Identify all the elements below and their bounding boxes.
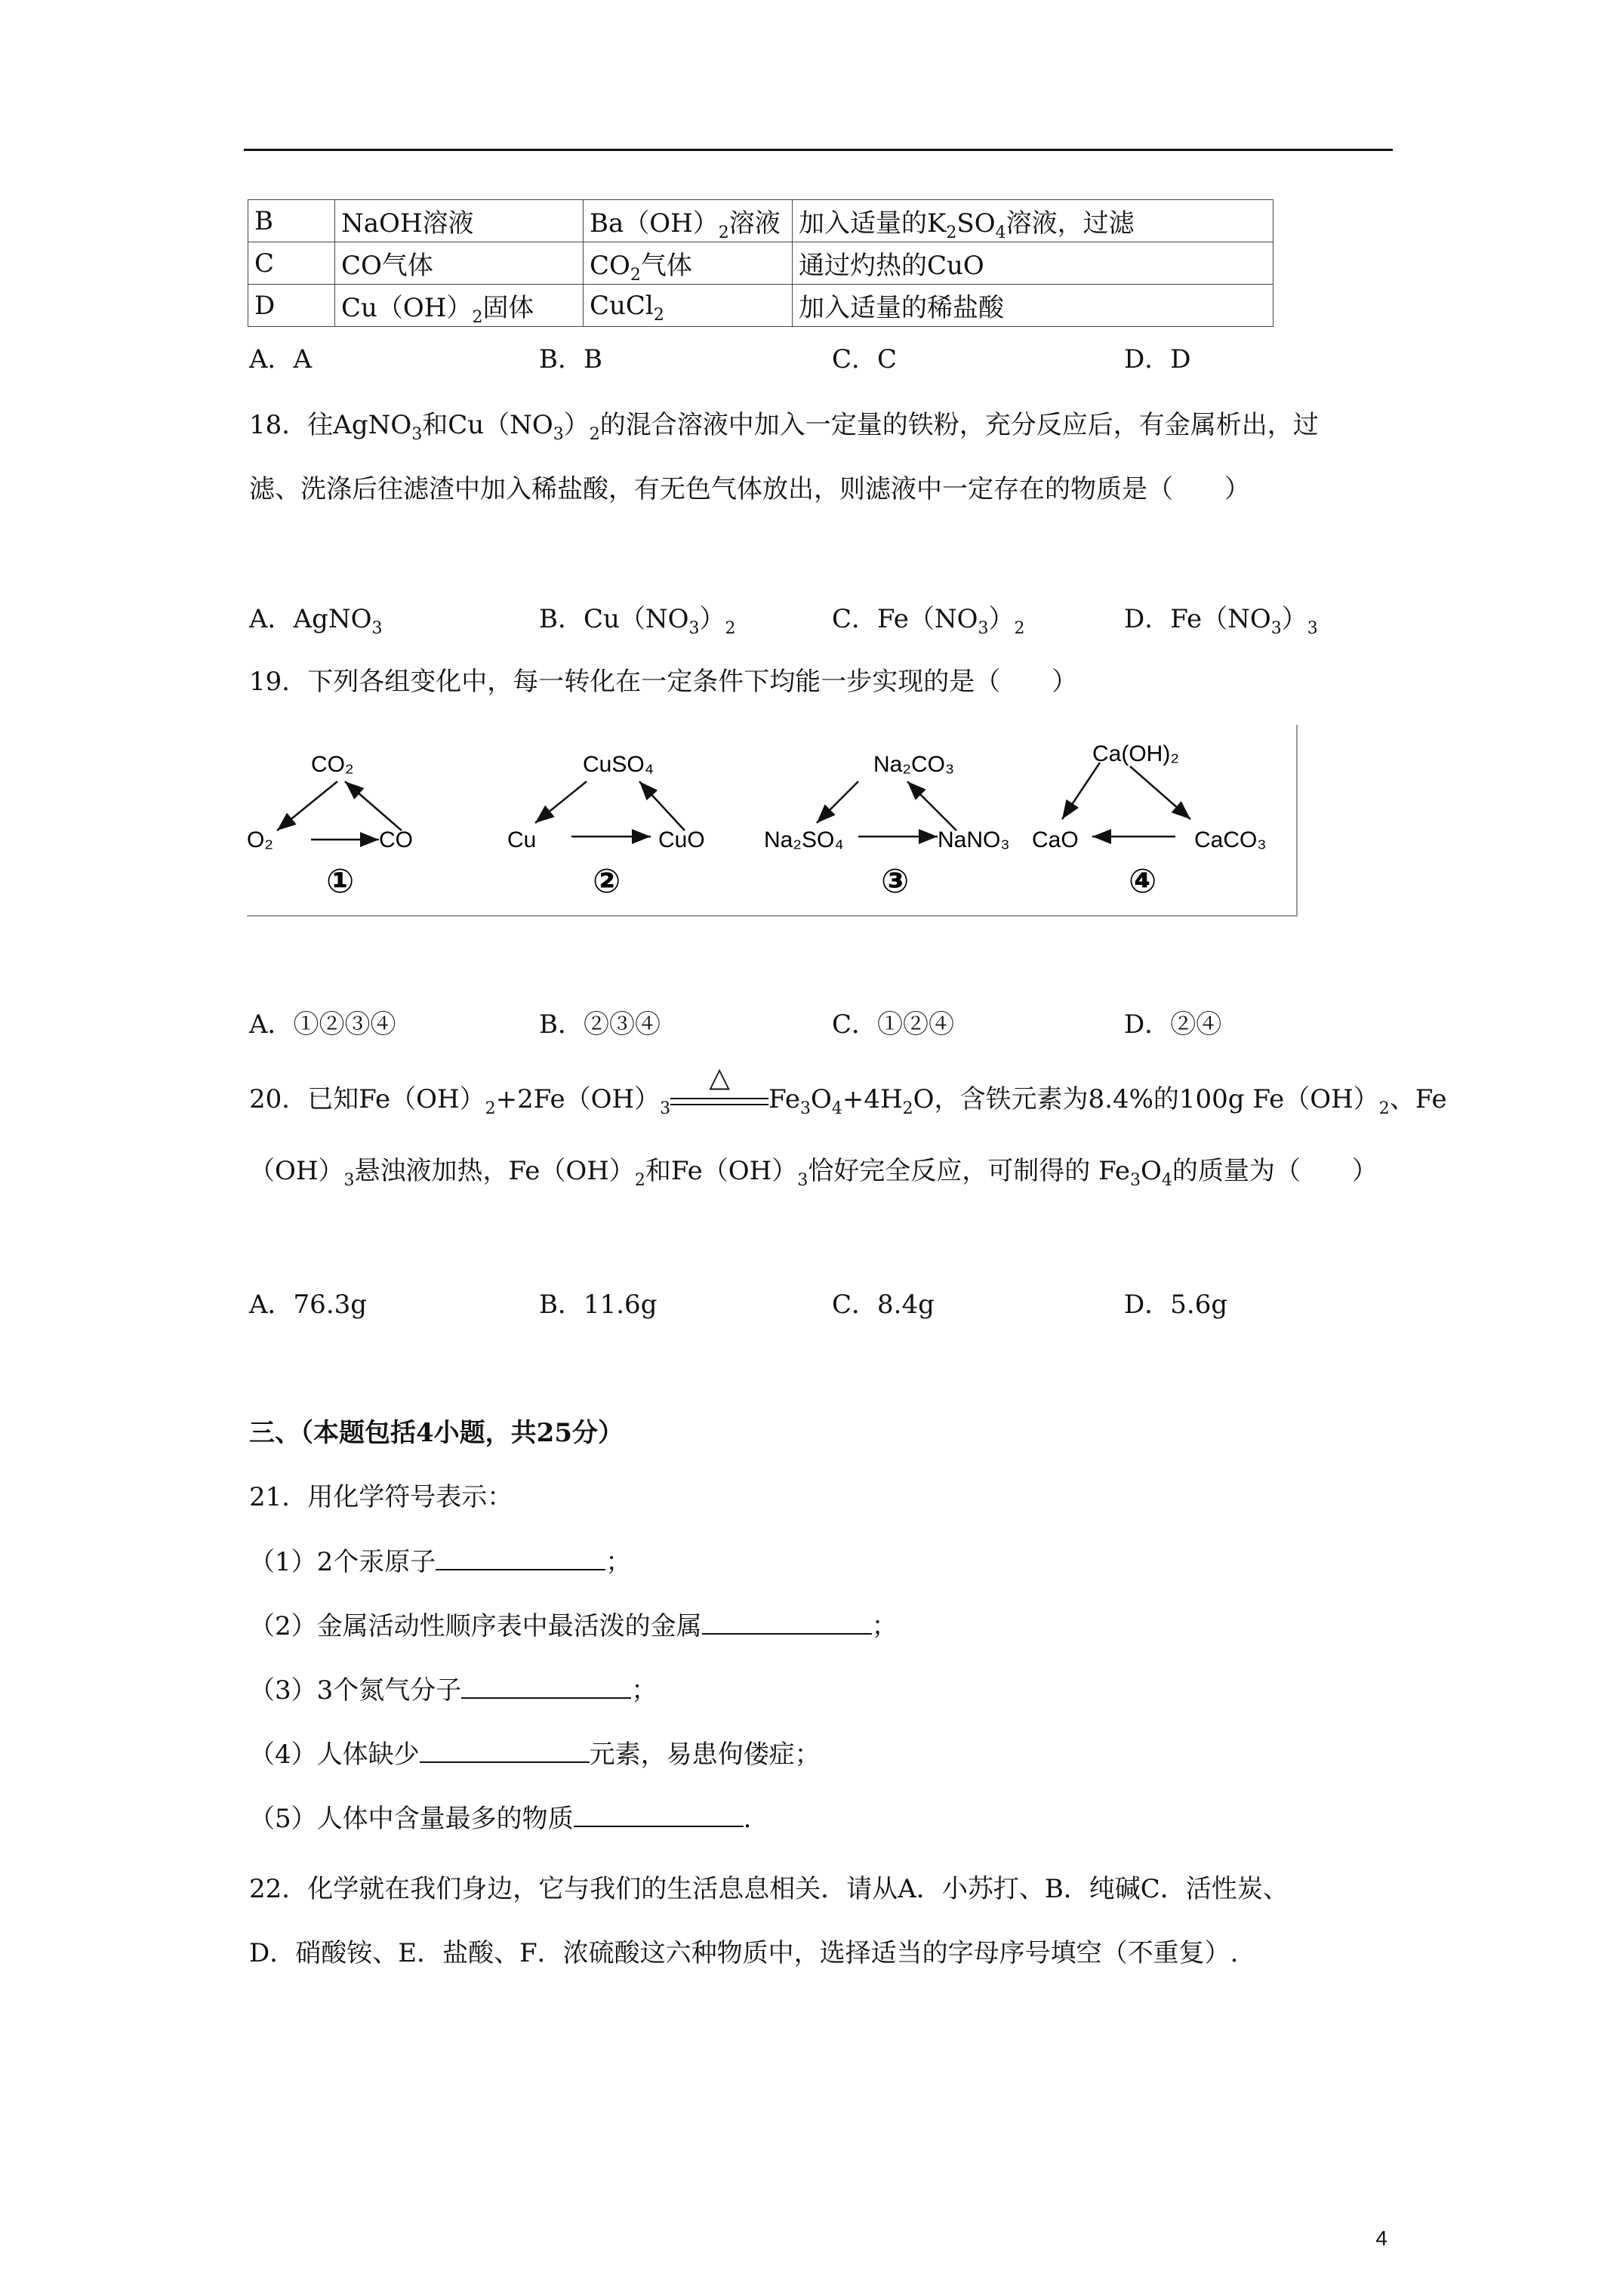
diagram-top-label: Na₂CO₃: [873, 752, 955, 777]
q21-item: [249, 1803, 751, 1834]
choice: C．8.4g: [832, 1290, 935, 1320]
table-row: [248, 285, 1273, 327]
choice: A．76.3g: [249, 1290, 368, 1320]
q20-suffix: $Fe_3O_4+4H_2O$，含铁元素为8.4%的100g $Fe(OH)_2$、Fe: [768, 1084, 1447, 1118]
diagram-left-label: O₂: [247, 827, 273, 852]
table-cell-substance: $Cu(OH)_2$固体: [335, 285, 584, 327]
q20-line2: $(OH)_3$悬浊液加热，$Fe(OH)_2$和$Fe(OH)_3$恰好完全反应，可制得的 $Fe_3O_4$的质量为（ ）: [249, 1156, 1378, 1190]
equals-line: [670, 1098, 768, 1099]
answer-blank[interactable]: [574, 1803, 744, 1827]
q21-item-text: （4）人体缺少: [249, 1740, 420, 1770]
table-cell-method: 加入适量的$K_2SO_4$溶液，过滤: [793, 200, 1273, 242]
answer-blank[interactable]: [702, 1610, 872, 1635]
choice: A．AgNO$_3$: [249, 604, 383, 638]
q20-prefix: 20．已知$Fe(OH)_2+2Fe(OH)_3$: [249, 1084, 671, 1118]
options-table: [248, 199, 1273, 327]
table-cell-impurity: $Ba(OH)_2$溶液: [584, 200, 793, 242]
choice: D．D: [1124, 344, 1191, 374]
q22-line1: 22．化学就在我们身边，它与我们的生活息息相关．请从A．小苏打、B．纯碱C．活性炭、: [249, 1874, 1289, 1904]
q19-line1: 19．下列各组变化中，每一转化在一定条件下均能一步实现的是（ ）: [249, 667, 1078, 697]
q21-item-text: （5）人体中含量最多的物质: [249, 1804, 574, 1834]
choice: C．①②④: [832, 1009, 955, 1040]
table-cell-substance: NaOH溶液: [335, 200, 584, 242]
diagram-left-label: Na₂SO₄: [764, 827, 844, 852]
answer-blank[interactable]: [436, 1546, 605, 1570]
choice: B．②③④: [539, 1009, 661, 1040]
diagram-number: ②: [593, 863, 621, 900]
q21-item: [249, 1739, 821, 1770]
diagram-arrow: [277, 781, 337, 831]
conversion-diagrams: [247, 725, 1298, 917]
diagram-top-label: CO₂: [311, 752, 354, 777]
table-cell-method: 通过灼热的CuO: [793, 242, 1273, 285]
table-cell-method: 加入适量的稀盐酸: [793, 285, 1273, 327]
diagram-left-label: CaO: [1032, 827, 1079, 852]
section-heading: 三、（本题包括4小题，共25分）: [249, 1418, 624, 1448]
diagram-arrow: [817, 781, 858, 823]
choice: B．B: [539, 344, 602, 374]
q21-item-suffix: ；: [871, 1611, 898, 1641]
q18-line2: 滤、洗涤后往滤渣中加入稀盐酸，有无色气体放出，则滤液中一定存在的物质是（ ）: [249, 474, 1250, 504]
diagram-number: ④: [1129, 863, 1157, 900]
diagram-right-label: NaNO₃: [938, 827, 1010, 852]
table-cell-impurity: CuCl$_2$: [584, 285, 793, 327]
diagram-right-label: CaCO₃: [1194, 827, 1267, 852]
q21-item: [249, 1675, 657, 1706]
q21-item-text: （1）2个汞原子: [249, 1547, 436, 1577]
choice: A．①②③④: [249, 1009, 396, 1040]
diagram-left-label: Cu: [507, 827, 537, 852]
choice: B．$Cu(NO_3)_2$: [539, 604, 736, 638]
choice: A．A: [249, 344, 313, 374]
diagram-arrow: [907, 781, 956, 831]
q21-item-text: （2）金属活动性顺序表中最活泼的金属: [249, 1611, 702, 1641]
table-row: [248, 242, 1273, 285]
q21-item-suffix: ；: [605, 1547, 632, 1577]
page-number: 4: [1375, 2227, 1387, 2250]
q21-item-text: （3）3个氮气分子: [249, 1675, 462, 1706]
diagram-top-label: CuSO₄: [583, 752, 654, 777]
q21-item: [249, 1546, 631, 1577]
q21-item-suffix: .: [743, 1804, 752, 1834]
answer-blank[interactable]: [420, 1739, 590, 1763]
q18-line1: 18．往AgNO$_3$和$Cu(NO_3)_2$的混合溶液中加入一定量的铁粉，充分反应后，有金属析出，过: [249, 410, 1319, 444]
table-cell-label: B: [248, 200, 335, 242]
answer-blank[interactable]: [461, 1675, 631, 1699]
q21-item-suffix: ；: [631, 1675, 658, 1706]
q20-line1: [249, 1062, 1447, 1118]
diagram-arrow: [345, 781, 402, 831]
diagram-arrow: [639, 781, 685, 831]
header-rule: [244, 149, 1393, 151]
diagram-arrow: [1130, 766, 1190, 819]
choice: B．11.6g: [539, 1290, 658, 1320]
q21-title: 21．用化学符号表示：: [249, 1482, 513, 1512]
table-cell-label: D: [248, 285, 335, 327]
diagram-number: ①: [326, 863, 355, 900]
equals-line: [670, 1104, 768, 1105]
choice: D．$Fe(NO_3)_3$: [1124, 604, 1318, 638]
diagram-right-label: CuO: [658, 827, 705, 852]
choice: D．②④: [1124, 1009, 1222, 1040]
table-cell-substance: CO气体: [335, 242, 584, 285]
table-cell-label: C: [248, 242, 335, 285]
diagram-arrow: [535, 781, 587, 823]
reaction-condition: [670, 1062, 768, 1114]
diagram-number: ③: [881, 863, 910, 900]
heat-symbol: △: [709, 1062, 730, 1093]
choice: D．5.6g: [1124, 1290, 1228, 1320]
diagram-right-label: CO: [379, 827, 413, 852]
diagrams-svg: [247, 725, 1296, 915]
choice: C．$Fe(NO_3)_2$: [832, 604, 1025, 638]
table-cell-impurity: $CO_2$气体: [584, 242, 793, 285]
diagram-arrow: [1062, 763, 1100, 819]
q22-line2: D．硝酸铵、E．盐酸、F．浓硫酸这六种物质中，选择适当的字母序号填空（不重复）.: [249, 1938, 1239, 1968]
choice: C．C: [832, 344, 898, 374]
q21-item-suffix: 元素，易患佝偻症；: [589, 1740, 821, 1770]
q21-item: [249, 1610, 898, 1641]
table-row: [248, 200, 1273, 242]
diagram-top-label: Ca(OH)₂: [1092, 741, 1179, 766]
